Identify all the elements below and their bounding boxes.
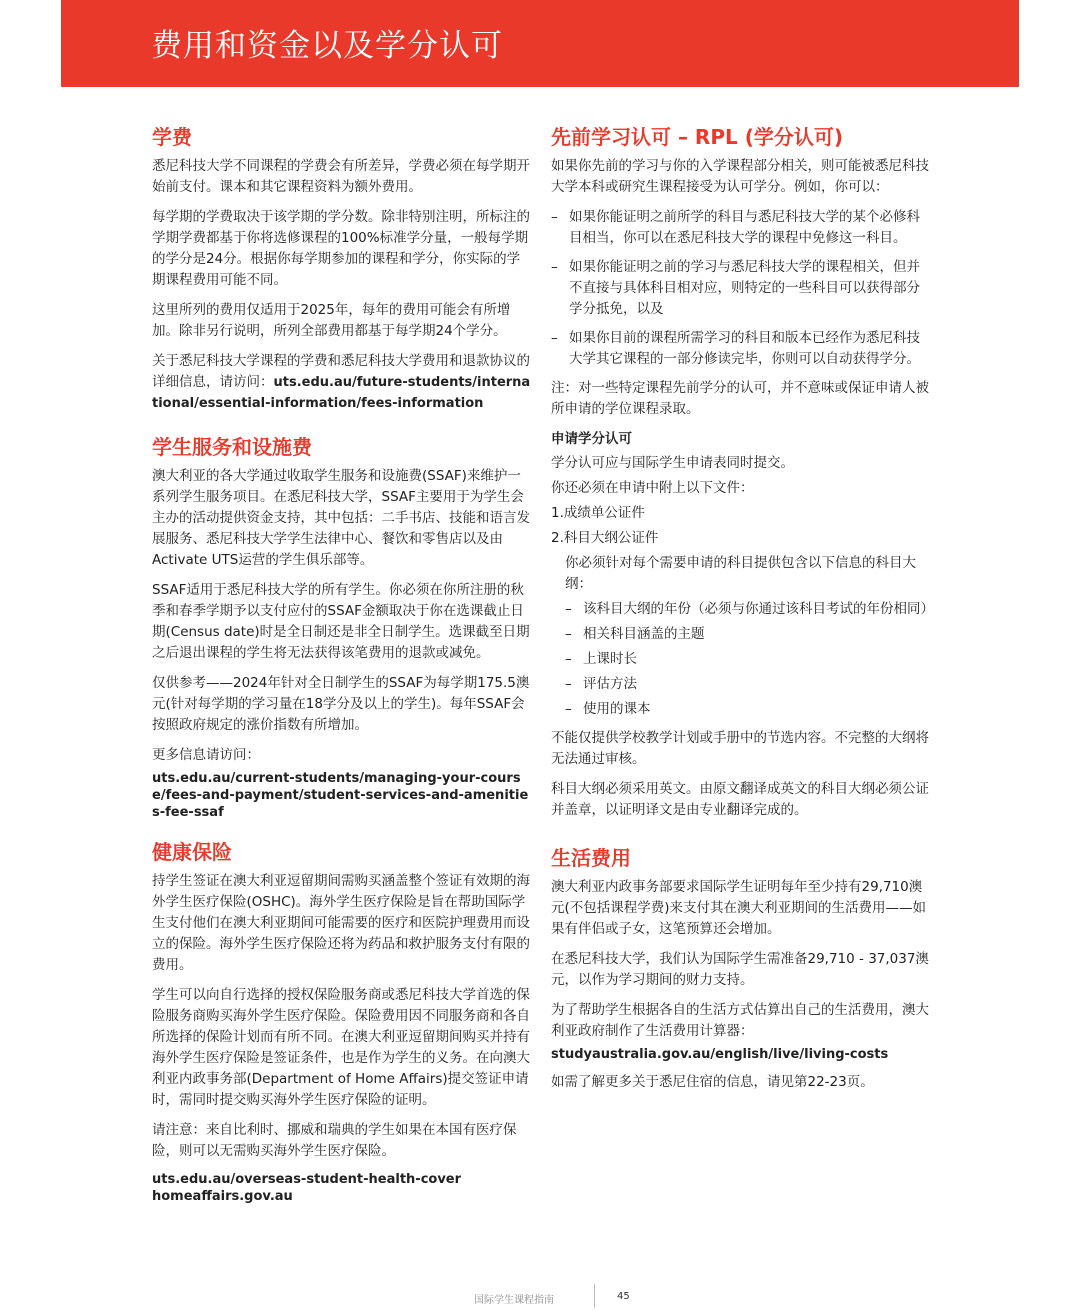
rpl-note: 注：对一些特定课程先前学分的认可，并不意味或保证申请人被所申请的学位课程录取。	[551, 380, 929, 417]
list-item: – 使用的课本	[565, 699, 933, 720]
dash-marker: –	[565, 601, 572, 617]
living-costs-link[interactable]: studyaustralia.gov.au/english/live/living-costs	[551, 1047, 889, 1062]
syllabus-list	[565, 599, 933, 720]
list-item: – 相关科目涵盖的主题	[565, 624, 933, 645]
rpl-list	[551, 207, 933, 370]
right-column	[551, 122, 933, 1102]
subheading-apply-credit: 申请学分认可	[551, 431, 632, 447]
paragraph: 悉尼科技大学不同课程的学费会有所差异，学费必须在每学期开始前支付。课本和其它课程资料为额外费用。	[152, 158, 530, 195]
document-item-syllabus: 2.科目大纲公证件	[551, 530, 659, 546]
section-heading-ssaf: 学生服务和设施费	[152, 435, 312, 459]
dash-marker: –	[565, 626, 572, 642]
footer-divider	[594, 1284, 595, 1308]
list-item: – 评估方法	[565, 674, 933, 695]
paragraph: 请注意：来自比利时、挪威和瑞典的学生如果在本国有医疗保险，则可以无需购买海外学生医疗保险。	[152, 1122, 517, 1159]
dash-marker: –	[565, 651, 572, 667]
paragraph: 如需了解更多关于悉尼住宿的信息，请见第22-23页。	[551, 1074, 874, 1090]
dash-marker: –	[565, 676, 572, 692]
title-banner	[61, 0, 1019, 87]
paragraph: 学分认可应与国际学生申请表同时提交。	[551, 455, 794, 471]
paragraph: 澳大利亚内政事务部要求国际学生证明每年至少持有29,710澳元(不包括课程学费)来支付其在澳大利亚期间的生活费用——如果有伴侣或子女，这笔预算还会增加。	[551, 879, 927, 937]
list-item: – 如果你能证明之前所学的科目与悉尼科技大学的某个必修科目相当，你可以在悉尼科技大学的课程中免修这一科目。	[551, 209, 920, 246]
page-number: 45	[617, 1291, 630, 1302]
dash-marker: –	[565, 701, 572, 717]
page-footer	[0, 1288, 1080, 1308]
paragraph: 学生可以向自行选择的授权保险服务商或悉尼科技大学首选的保险服务商购买海外学生医疗保险。保险费用因不同服务商和各自所选择的保险计划而有所不同。在澳大利亚逗留期间购买并持有海外学生医疗保险是签证条件，也是作为学生的义务。在向澳大利亚内政事务部(Department of Home Affairs)提交签证申请时，需同时提交购买海外学生医疗保险的证明。	[152, 987, 530, 1108]
paragraph: SSAF适用于悉尼科技大学的所有学生。你必须在你所注册的秋季和春季学期予以支付应付的SSAF金额取决于你在选课截止日期(Census date)时是全日制还是非全日制学生。选课截至日期之后退出课程的学生将无法获得该笔费用的退款或减免。	[152, 582, 530, 661]
paragraph: 这里所列的费用仅适用于2025年，每年的费用可能会有所增加。除非另行说明，所列全部费用都基于每学期24个学分。	[152, 302, 511, 339]
paragraph: 如果你先前的学习与你的入学课程部分相关，则可能被悉尼科技大学本科或研究生课程接受为认可学分。例如，你可以：	[551, 158, 929, 195]
paragraph: 你必须针对每个需要申请的科目提供包含以下信息的科目大纲：	[565, 555, 916, 592]
paragraph: 为了帮助学生根据各自的生活方式估算出自己的生活费用，澳大利亚政府制作了生活费用计算器：	[551, 1002, 929, 1039]
dash-marker: –	[551, 330, 558, 346]
paragraph: 科目大纲必须采用英文。由原文翻译成英文的科目大纲必须公证并盖章，以证明译文是由专业翻译完成的。	[551, 781, 929, 818]
homeaffairs-link[interactable]: homeaffairs.gov.au	[152, 1189, 293, 1204]
paragraph: 仅供参考——2024年针对全日制学生的SSAF为每学期175.5澳元(针对每学期的学习量在18学分及以上的学生)。每年SSAF会按照政府规定的涨价指数有所增加。	[152, 675, 530, 733]
section-heading-rpl: 先前学习认可 – RPL (学分认可)	[551, 125, 843, 149]
paragraph: 每学期的学费取决于该学期的学分数。除非特别注明，所标注的学期学费都基于你将选修课程的100%标准学分量，一般每学期的学分是24分。根据你每学期参加的课程和学分，你实际的学期课程费用可能不同。	[152, 209, 530, 288]
dash-marker: –	[551, 259, 558, 275]
ssaf-link[interactable]: uts.edu.au/current-students/managing-your-course/fees-and-payment/student-services-and-amenities-fee-ssaf	[152, 771, 529, 820]
oshc-link[interactable]: uts.edu.au/overseas-student-health-cover	[152, 1172, 462, 1187]
page-title: 费用和资金以及学分认可	[151, 28, 503, 64]
left-column	[152, 122, 532, 1214]
list-item: – 该科目大纲的年份（必须与你通过该科目考试的年份相同）	[565, 599, 933, 620]
list-item: – 如果你目前的课程所需学习的科目和版本已经作为悉尼科技大学其它课程的一部分修读完毕，你则可以自动获得学分。	[551, 330, 920, 367]
dash-marker: –	[551, 209, 558, 225]
paragraph-text: 关于悉尼科技大学课程的学费和悉尼科技大学费用和退款协议的详细信息，请访问：	[152, 353, 530, 390]
section-heading-tuition: 学费	[152, 125, 192, 149]
paragraph: 澳大利亚的各大学通过收取学生服务和设施费(SSAF)来维护一系列学生服务项目。在悉尼科技大学，SSAF主要用于为学生会主办的活动提供资金支持，其中包括：二手书店、技能和语言发展服务、悉尼科技大学学生法律中心、餐饮和零售店以及由Activate UTS运营的学生俱乐部等。	[152, 468, 530, 568]
list-item: – 如果你能证明之前的学习与悉尼科技大学的课程相关，但并不直接与具体科目相对应，则特定的一些科目可以获得部分学分抵免，以及	[551, 259, 920, 317]
fees-info-link[interactable]: uts.edu.au/future-students/international/essential-information/fees-information	[152, 375, 531, 411]
paragraph: 你还必须在申请中附上以下文件：	[551, 480, 754, 496]
paragraph: 在悉尼科技大学，我们认为国际学生需准备29,710 - 37,037澳元，以作为学习期间的财力支持。	[551, 951, 929, 988]
footer-guide-title: 国际学生课程指南	[474, 1295, 554, 1306]
paragraph: 不能仅提供学校教学计划或手册中的节选内容。不完整的大纲将无法通过审核。	[551, 730, 929, 767]
paragraph: 更多信息请访问：	[152, 747, 260, 763]
document-item-transcript: 1.成绩单公证件	[551, 505, 645, 521]
paragraph: 持学生签证在澳大利亚逗留期间需购买涵盖整个签证有效期的海外学生医疗保险(OSHC)。海外学生医疗保险是旨在帮助国际学生支付他们在澳大利亚期间可能需要的医疗和医院护理费用而设立的保险。海外学生医疗保险还将为药品和救护服务支付有限的费用。	[152, 873, 530, 973]
syllabus-details	[551, 553, 933, 720]
section-heading-living-costs: 生活费用	[551, 846, 631, 870]
list-item: – 上课时长	[565, 649, 933, 670]
paragraph	[152, 351, 532, 414]
section-heading-health: 健康保险	[152, 840, 232, 864]
